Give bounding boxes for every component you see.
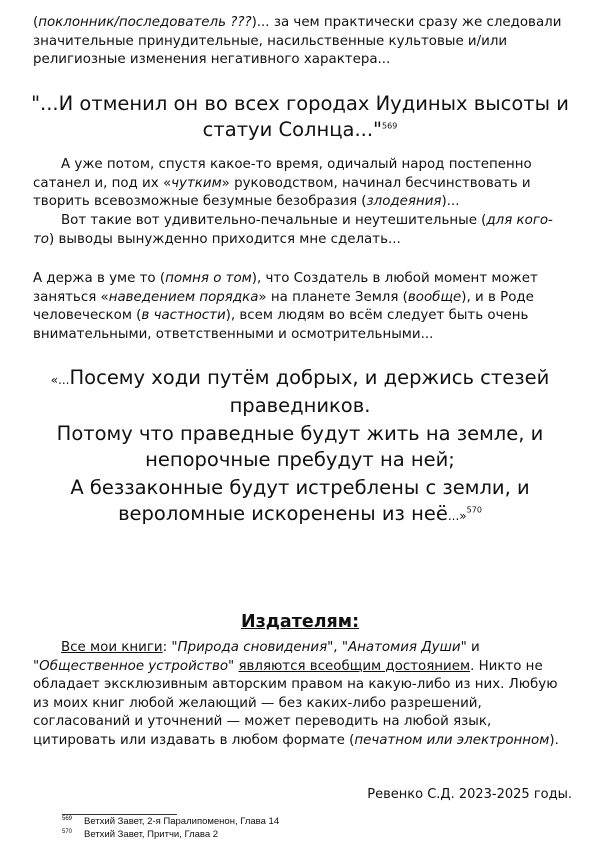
quote2-line-2: Потому что праведные будут жить на земле, и непорочные пребудут на ней; bbox=[56, 422, 544, 471]
publishers-title: Издателям: bbox=[240, 612, 360, 632]
p1-italic-b: чутким bbox=[171, 175, 222, 191]
pub-text-b: : " bbox=[162, 640, 178, 655]
quote2-open: «... bbox=[50, 373, 70, 387]
quote1-text: "...И отменил он во всех городах Иудиных высоты и статуи Солнца..." bbox=[31, 92, 569, 141]
quote2-line-3 bbox=[30, 475, 570, 529]
quote2-footnote-ref: 570 bbox=[466, 505, 482, 515]
pub-italic-k: печатном или электронном bbox=[354, 732, 550, 748]
quote2-line-3-text: А беззаконные будут истреблены с земли, и вероломные искоренены из неё bbox=[70, 476, 530, 525]
quote2-line-1 bbox=[30, 365, 570, 419]
p3-text-e: » на планете Земля ( bbox=[258, 289, 408, 305]
p3-italic-f: вообще bbox=[407, 289, 462, 305]
p3-text-c: ), что Создатель в любой момент может заняться « bbox=[33, 271, 538, 305]
p2-text-c: ) выводы вынужденно приходится мне сделать... bbox=[49, 231, 401, 247]
signature: Ревенко С.Д. 2023-2025 годы. bbox=[367, 787, 572, 802]
p3-italic-d: наведением порядка bbox=[108, 289, 259, 305]
footnote-570 bbox=[62, 829, 218, 840]
footnote-569 bbox=[62, 816, 279, 827]
p1-text-e: )... bbox=[441, 194, 460, 210]
footnote-separator bbox=[62, 814, 177, 815]
publishers-paragraph bbox=[33, 639, 573, 751]
p3-italic-b: помня о том bbox=[165, 271, 252, 286]
pub-text-l: ). bbox=[549, 732, 559, 748]
pub-text-h: " bbox=[228, 658, 239, 674]
quote1-footnote-ref: 569 bbox=[382, 121, 398, 131]
footnote-570-number: 570 bbox=[62, 829, 73, 835]
pub-text-d: ", " bbox=[327, 640, 348, 655]
p3-italic-h: в частности bbox=[141, 308, 226, 324]
paragraph-1 bbox=[33, 156, 573, 212]
p1-text-c: » руководством, начинал бесчинствовать и творить всевозможные безумные безобразия ( bbox=[33, 175, 531, 210]
p1-text-a: А уже потом, спустя какое-то время, одичалый народ постепенно сатанел и, под их « bbox=[33, 157, 532, 191]
intro-text: ... за чем практически сразу же следовали значительные принудительные, насильственные культовые и/или религиозные изменения негативного характера... bbox=[33, 15, 562, 68]
quote-proverbs bbox=[30, 365, 570, 529]
intro-paragraph: (поклонник/последователь ???)... за чем практически сразу же следовали значительные принудительные, насильственные культовые и/или религиозные изменения негативного характера... bbox=[33, 15, 562, 68]
paragraph-3 bbox=[33, 270, 573, 344]
pub-book-1: Природа сновидения bbox=[177, 640, 328, 655]
pub-all-books: Все мои книги bbox=[61, 640, 163, 655]
quote2-line-1-text: Посему ходи путём добрых, и держись стезей праведников. bbox=[69, 366, 550, 417]
intro-italic: поклонник/последователь ??? bbox=[38, 15, 252, 30]
p2-italic-b: для кого-то bbox=[33, 213, 553, 247]
footnote-569-text: Ветхий Завет, 2-я Паралипоменон, Глава 14 bbox=[84, 816, 280, 828]
pub-text-j: . Никто не обладает эксклюзивным авторским правом на какую-либо из них. Любую из моих книг любой желающий — без каких-либо разрешений, согласований и уточнений — может переводить на любой язык, цитировать или издавать в любом формате ( bbox=[33, 658, 558, 748]
p3-text-i: ), всем людям во всём следует быть очень внимательными, ответственными и осмотрительными... bbox=[33, 308, 529, 342]
paragraph-2 bbox=[33, 212, 573, 249]
footnote-570-text: Ветхий Завет, Притчи, Глава 2 bbox=[84, 829, 219, 841]
footnote-569-number: 569 bbox=[62, 816, 73, 822]
p2-text-a: Вот такие вот удивительно-печальные и неутешительные ( bbox=[61, 213, 487, 228]
p3-text-g: ), и в Роде человеческом ( bbox=[33, 289, 534, 324]
quote-sun-statues bbox=[30, 91, 570, 143]
pub-book-2: Анатомия Души bbox=[347, 640, 461, 655]
p3-text-a: А держа в уме то ( bbox=[33, 271, 166, 286]
quote2-close: ...» bbox=[447, 509, 467, 523]
pub-text-f: " и " bbox=[33, 640, 480, 674]
p1-italic-d: злодеяния bbox=[366, 194, 442, 210]
pub-public-domain: являются всеобщим достоянием bbox=[238, 658, 471, 674]
pub-book-3: Общественное устройство bbox=[39, 658, 229, 674]
